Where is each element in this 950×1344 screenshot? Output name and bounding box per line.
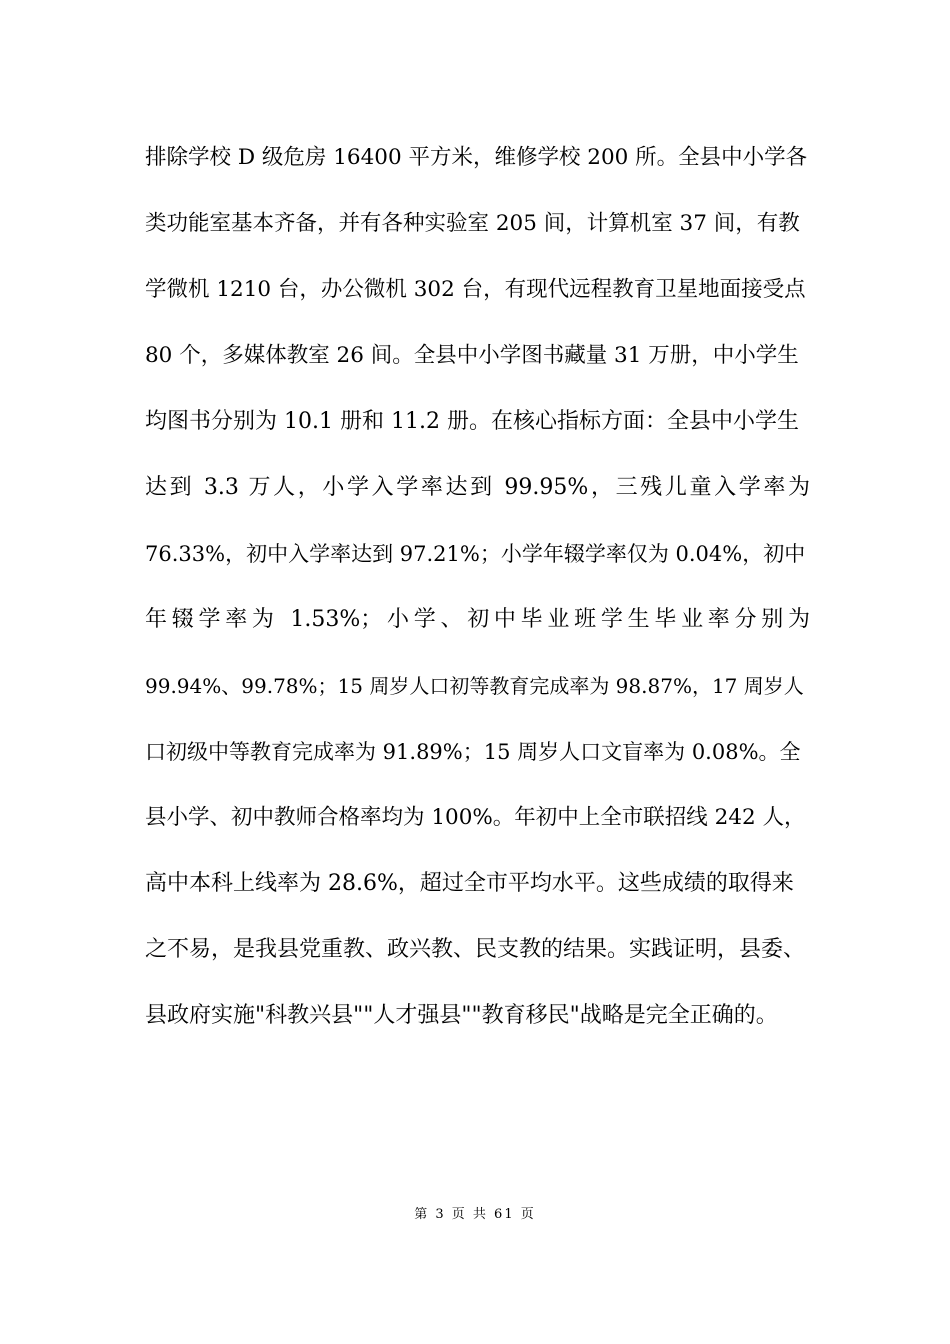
text-line: 县政府实施"科教兴县""人才强县""教育移民"战略是完全正确的。 [145,1003,778,1028]
text-line: 学微机 1210 台，办公微机 302 台，有现代远程教育卫星地面接受点 [145,277,806,302]
text-line: 年辍学率为 1.53%；小学、初中毕业班学生毕业率分别为 [145,607,810,632]
text-line: 县小学、初中教师合格率均为 100%。年初中上全市联招线 242 人， [145,805,806,830]
text-line: 76.33%，初中入学率达到 97.21%；小学年辍学率仅为 0.04%，初中 [145,542,806,566]
body-text [145,135,810,1059]
text-line: 之不易，是我县党重教、政兴教、民支教的结果。实践证明，县委、 [145,937,806,962]
text-line: 99.94%、99.78%；15 周岁人口初等教育完成率为 98.87%，17 周岁人 [145,674,804,698]
text-line: 类功能室基本齐备，并有各种实验室 205 间，计算机室 37 间，有教 [145,211,800,236]
page-number-footer: 第 3 页 共 61 页 [414,1207,536,1222]
text-line: 均图书分别为 10.1 册和 11.2 册。在核心指标方面：全县中小学生 [145,409,799,434]
text-line: 达到 3.3 万人，小学入学率达到 99.95%，三残儿童入学率为 [145,475,810,500]
text-line: 口初级中等教育完成率为 91.89%；15 周岁人口文盲率为 0.08%。全 [145,740,801,764]
text-line: 排除学校 D 级危房 16400 平方米，维修学校 200 所。全县中小学各 [145,145,808,170]
text-line: 80 个，多媒体教室 26 间。全县中小学图书藏量 31 万册，中小学生 [145,343,799,368]
text-line: 高中本科上线率为 28.6%，超过全市平均水平。这些成绩的取得来 [145,871,794,896]
